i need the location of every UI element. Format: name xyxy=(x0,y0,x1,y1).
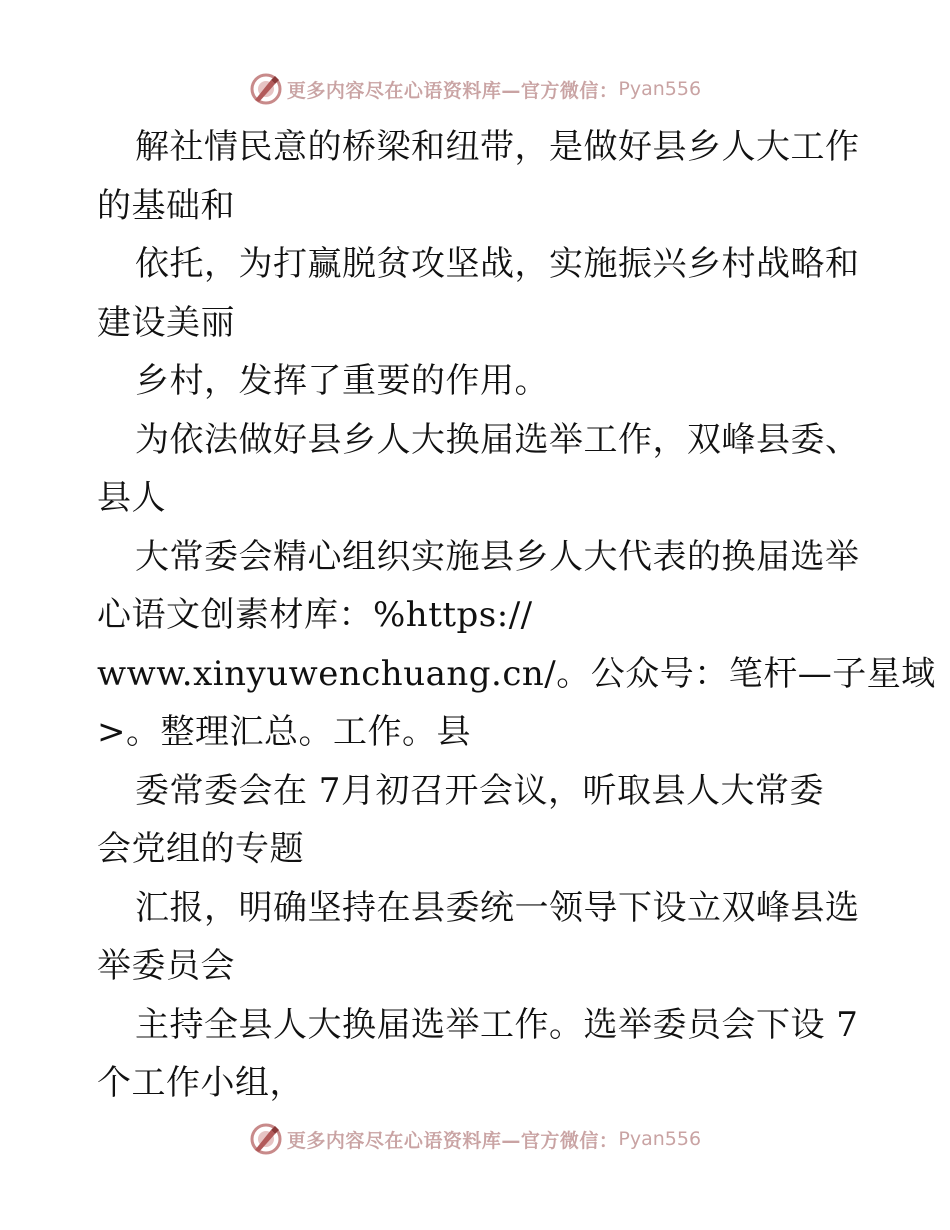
text-line: 县人 xyxy=(97,478,166,518)
header-watermark-contact: Pyan556 xyxy=(618,78,702,100)
text-line: 举委员会 xyxy=(97,946,235,986)
text-line: 会党组的专题 xyxy=(97,829,304,869)
pen-logo-icon xyxy=(249,1122,283,1156)
header-watermark-text: 更多内容尽在心语资料库—官方微信： xyxy=(286,79,619,102)
text-line: 主持全县人大换届选举工作。选举委员会下设 7 xyxy=(135,1004,859,1045)
text-line: 为依法做好县乡人大换届选举工作，双峰县委、 xyxy=(135,419,860,460)
text-line: www.xinyuwenchuang.cn/。公众号：笔杆—子星域 xyxy=(97,653,936,694)
text-line: 建设美丽 xyxy=(97,302,235,343)
text-line: 心语文创素材库：%https:// xyxy=(97,595,533,635)
header-watermark xyxy=(0,69,950,109)
text-line: 个工作小组， xyxy=(97,1063,304,1103)
text-line: >。整理汇总。工作。县 xyxy=(97,712,471,752)
text-line: 乡村，发挥了重要的作用。 xyxy=(135,361,549,401)
text-line: 依托，为打赢脱贫攻坚战，实施振兴乡村战略和 xyxy=(135,244,860,284)
footer-watermark-contact: Pyan556 xyxy=(618,1128,702,1150)
document-body xyxy=(97,118,936,1113)
footer-watermark xyxy=(0,1119,950,1159)
text-line: 的基础和 xyxy=(97,185,235,226)
text-line: 委常委会在 7月初召开会议，听取县人大常委 xyxy=(135,770,824,811)
text-line: 解社情民意的桥梁和纽带，是做好县乡人大工作 xyxy=(135,127,860,167)
footer-watermark-text: 更多内容尽在心语资料库—官方微信： xyxy=(286,1129,619,1152)
text-line: 汇报，明确坚持在县委统一领导下设立双峰县选 xyxy=(135,887,860,928)
text-line: 大常委会精心组织实施县乡人大代表的换届选举 xyxy=(135,536,860,577)
pen-logo-icon xyxy=(249,72,283,106)
